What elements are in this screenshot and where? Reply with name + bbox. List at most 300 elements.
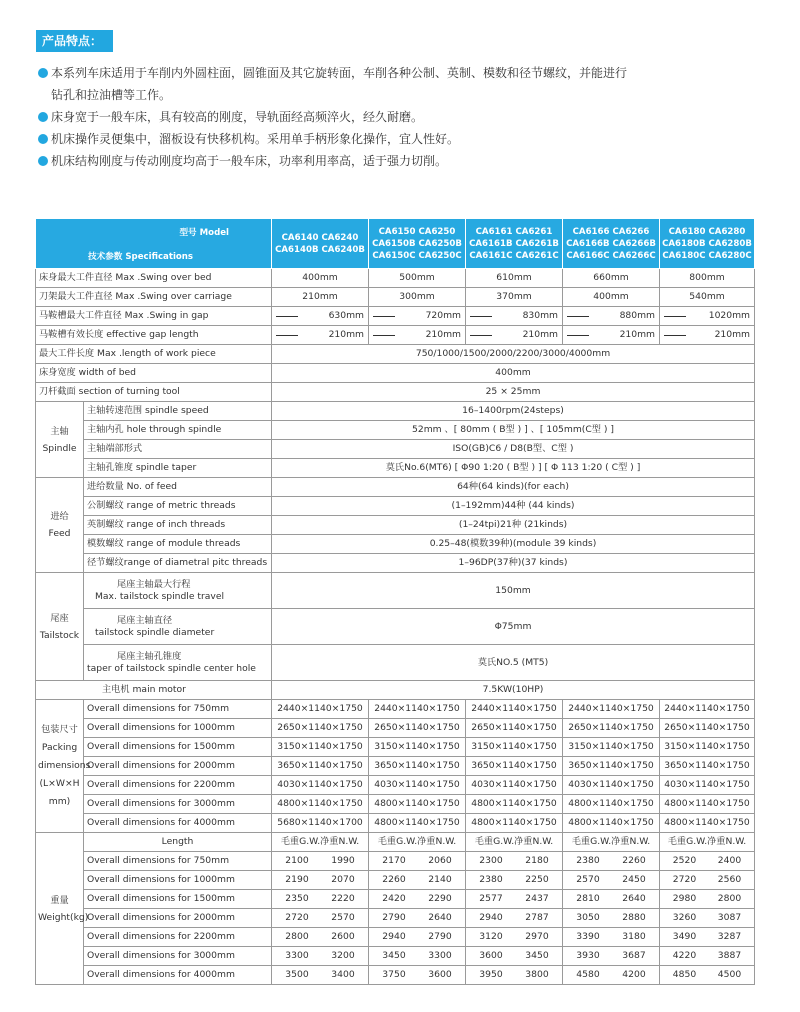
dash-line (470, 316, 492, 317)
value-cell (563, 871, 660, 890)
model-header (466, 219, 563, 269)
value-cell (660, 307, 755, 326)
row-label: 刀架最大工件直径 Max .Swing over carriage (36, 288, 272, 307)
packing-group-label: 包装尺寸 Packing dimensions (L×W×H mm) (36, 700, 84, 833)
cell-line (371, 913, 463, 923)
dash-line (664, 316, 686, 317)
gross-weight: 3750 (382, 969, 406, 980)
value-cell: 2440×1140×1750 (272, 700, 369, 719)
value-cell: 1–96DP(37种)(37 kinds) (272, 554, 755, 573)
model-name: CA6166B CA6266B (566, 238, 656, 249)
value-cell (272, 326, 369, 345)
value-cell: 2440×1140×1750 (466, 700, 563, 719)
cell-line (371, 970, 463, 980)
table-row (36, 833, 755, 852)
cell-line (565, 311, 657, 321)
length-header: Length (84, 833, 272, 852)
value-cell (563, 966, 660, 985)
cell-line (662, 330, 752, 340)
value-cell: 16–1400rpm(24steps) (272, 402, 755, 421)
features-title: 产品特点： (36, 30, 113, 52)
value-cell (369, 966, 466, 985)
gross-weight: 3450 (382, 950, 406, 961)
cell-line (87, 651, 269, 663)
gw-nw-header: 毛重G.W.净重N.W. (369, 833, 466, 852)
spindle-group-label: 主轴 Spindle (36, 402, 84, 478)
row-label: 主轴转速范围 spindle speed (84, 402, 272, 421)
feature-text: 机床操作灵便集中，溜板设有快移机构。采用单手柄形象化操作，宜人性好。 (51, 132, 460, 146)
value-cell (660, 871, 755, 890)
net-weight: 2220 (331, 893, 355, 904)
value-cell: 2650×1140×1750 (272, 719, 369, 738)
value-text: 1020mm (708, 310, 750, 321)
table-row (36, 890, 755, 909)
cell-line (565, 875, 657, 885)
row-label: 最大工件长度 Max .length of work piece (36, 345, 272, 364)
row-label: Overall dimensions for 750mm (84, 852, 272, 871)
table-row (36, 738, 755, 757)
value-cell (272, 928, 369, 947)
row-label: Overall dimensions for 3000mm (84, 947, 272, 966)
value-cell: 800mm (660, 269, 755, 288)
cell-line (565, 970, 657, 980)
table-row (36, 909, 755, 928)
value-cell (660, 852, 755, 871)
value-text: 210mm (425, 329, 461, 340)
table-row (36, 645, 755, 681)
gross-weight: 3600 (479, 950, 503, 961)
cell-line (371, 226, 463, 238)
value-cell: 7.5KW(10HP) (272, 681, 755, 700)
cell-line (662, 250, 752, 262)
gross-weight: 2940 (479, 912, 503, 923)
value-cell: 500mm (369, 269, 466, 288)
model-name: CA6150 CA6250 (378, 226, 456, 237)
value-cell (660, 947, 755, 966)
value-cell: 2650×1140×1750 (563, 719, 660, 738)
net-weight: 2070 (331, 874, 355, 885)
value-cell (369, 871, 466, 890)
row-label: 主轴孔锥度 spindle taper (84, 459, 272, 478)
net-weight: 3450 (525, 950, 549, 961)
cell-line (468, 856, 560, 866)
value-cell: 4800×1140×1750 (660, 795, 755, 814)
model-name: CA6180B CA6280B (662, 238, 752, 249)
cell-line (662, 894, 752, 904)
value-cell (369, 852, 466, 871)
cell-line (371, 951, 463, 961)
net-weight: 2180 (525, 855, 549, 866)
value-cell: 3650×1140×1750 (466, 757, 563, 776)
value-cell (272, 947, 369, 966)
value-cell: 3150×1140×1750 (272, 738, 369, 757)
value-cell (660, 326, 755, 345)
model-name: CA6150B CA6250B (372, 238, 462, 249)
feature-text: 床身宽于一般车床，具有较高的刚度，导轨面经高频淬火，经久耐磨。 (51, 110, 424, 124)
value-cell: 400mm (563, 288, 660, 307)
table-row (36, 966, 755, 985)
cell-line (371, 856, 463, 866)
value-cell: 4030×1140×1750 (563, 776, 660, 795)
row-label: 进给数量 No. of feed (84, 478, 272, 497)
value-cell (563, 928, 660, 947)
net-weight: 2400 (717, 855, 742, 866)
cell-line (662, 951, 752, 961)
cell-line (274, 232, 366, 244)
row-label: 径节螺纹range of diametral pitc threads (84, 554, 272, 573)
gross-weight: 3500 (285, 969, 309, 980)
gross-weight: 2380 (576, 855, 600, 866)
table-row (36, 307, 755, 326)
value-cell (466, 871, 563, 890)
cell-line (565, 250, 657, 262)
value-cell: 莫氏NO.5 (MT5) (272, 645, 755, 681)
cell-line (468, 238, 560, 250)
net-weight: 2600 (331, 931, 355, 942)
gross-weight: 3930 (576, 950, 600, 961)
net-weight: 2880 (622, 912, 646, 923)
gross-weight: 3490 (672, 931, 697, 942)
cell-line (662, 970, 752, 980)
gw-nw-header: 毛重G.W.净重N.W. (563, 833, 660, 852)
model-name: CA6150C CA6250C (372, 250, 462, 261)
model-name: CA6161B CA6261B (469, 238, 559, 249)
value-cell: 540mm (660, 288, 755, 307)
model-name: CA6166C CA6266C (566, 250, 656, 261)
cell-line (274, 330, 366, 340)
table-row (36, 681, 755, 700)
value-cell (563, 326, 660, 345)
value-text: 720mm (425, 310, 461, 321)
tailstock-group-label: 尾座 Tailstock (36, 573, 84, 681)
value-cell: 750/1000/1500/2000/2200/3000/4000mm (272, 345, 755, 364)
cell-line (468, 970, 560, 980)
row-label (84, 609, 272, 645)
gross-weight: 2810 (576, 893, 600, 904)
net-weight: 4200 (622, 969, 646, 980)
value-cell: 0.25–48(模数39种)(module 39 kinds) (272, 535, 755, 554)
table-row (36, 700, 755, 719)
table-row (36, 269, 755, 288)
model-label: 型号 Model (179, 227, 229, 238)
value-cell (369, 928, 466, 947)
net-weight: 3887 (717, 950, 742, 961)
model-header (563, 219, 660, 269)
cell-line (468, 932, 560, 942)
gw-nw-header: 毛重G.W.净重N.W. (660, 833, 755, 852)
value-cell: 4800×1140×1750 (466, 814, 563, 833)
gross-weight: 2790 (382, 912, 406, 923)
net-weight: 3600 (428, 969, 452, 980)
net-weight: 2640 (622, 893, 646, 904)
gross-weight: 3120 (479, 931, 503, 942)
gross-weight: 3390 (576, 931, 600, 942)
row-label-en: Max. tailstock spindle travel (95, 590, 225, 602)
value-cell (466, 928, 563, 947)
net-weight: 2970 (525, 931, 549, 942)
value-cell: 3150×1140×1750 (563, 738, 660, 757)
net-weight: 2060 (428, 855, 452, 866)
value-text: 210mm (328, 329, 364, 340)
gross-weight: 3950 (479, 969, 503, 980)
dash-line (567, 316, 589, 317)
gross-weight: 2800 (285, 931, 309, 942)
cell-line (662, 226, 752, 238)
cell-line (87, 627, 269, 639)
value-cell: 莫氏No.6(MT6) [ Φ90 1:20 ( B型 ) ] [ Φ 113 1:20 ( C型 ) ] (272, 459, 755, 478)
cell-line (565, 932, 657, 942)
table-row (36, 947, 755, 966)
value-cell (466, 326, 563, 345)
value-cell: 660mm (563, 269, 660, 288)
value-cell (563, 307, 660, 326)
table-row (36, 402, 755, 421)
row-label: Overall dimensions for 2000mm (84, 757, 272, 776)
cell-line (468, 330, 560, 340)
cell-line (468, 226, 560, 238)
value-cell: ISO(GB)C6 / D8(B型、C型 ) (272, 440, 755, 459)
value-cell: 2440×1140×1750 (563, 700, 660, 719)
net-weight: 2290 (428, 893, 452, 904)
cell-line (38, 227, 269, 239)
row-label-cn: 尾座主轴孔锥度 (117, 650, 182, 662)
value-cell (272, 909, 369, 928)
cell-line (468, 250, 560, 262)
value-cell (272, 890, 369, 909)
value-cell: 370mm (466, 288, 563, 307)
table-row (36, 440, 755, 459)
value-cell: 3150×1140×1750 (369, 738, 466, 757)
feature-text: 机床结构刚度与传动刚度均高于一般车床，功率利用率高，适于强力切削。 (51, 154, 448, 168)
bullet-icon (38, 112, 48, 122)
row-label: Overall dimensions for 1500mm (84, 738, 272, 757)
cell-line (662, 238, 752, 250)
row-label (84, 645, 272, 681)
value-cell: 4800×1140×1750 (466, 795, 563, 814)
net-weight: 2437 (525, 893, 549, 904)
dash-line (373, 335, 395, 336)
cell-line (274, 951, 366, 961)
cell-line (565, 894, 657, 904)
row-label: 马鞍槽最大工件直径 Max .Swing in gap (36, 307, 272, 326)
value-cell: 610mm (466, 269, 563, 288)
net-weight: 2787 (525, 912, 549, 923)
table-row (36, 364, 755, 383)
value-cell: 3650×1140×1750 (272, 757, 369, 776)
model-name: CA6140 CA6240 (281, 232, 359, 243)
value-cell (563, 852, 660, 871)
cell-line (87, 579, 269, 591)
value-cell (272, 307, 369, 326)
gross-weight: 2380 (479, 874, 503, 885)
value-cell: 4030×1140×1750 (660, 776, 755, 795)
table-row (36, 459, 755, 478)
row-label: Overall dimensions for 1000mm (84, 719, 272, 738)
gross-weight: 2577 (479, 893, 503, 904)
dash-line (276, 335, 298, 336)
value-cell: 400mm (272, 364, 755, 383)
cell-line (87, 591, 269, 603)
value-cell (660, 966, 755, 985)
net-weight: 2250 (525, 874, 549, 885)
feature-item-2 (38, 106, 748, 128)
gross-weight: 2940 (382, 931, 406, 942)
value-cell: 150mm (272, 573, 755, 609)
model-name: CA6161 CA6261 (475, 226, 553, 237)
net-weight: 3800 (525, 969, 549, 980)
feature-text: 本系列车床适用于车削内外圆柱面，圆锥面及其它旋转面，车削各种公制、英制、模数和径节螺纹，并能进行 (51, 66, 628, 80)
table-row (36, 852, 755, 871)
cell-line (662, 856, 752, 866)
value-cell (369, 947, 466, 966)
value-cell: 4800×1140×1750 (563, 795, 660, 814)
cell-line (371, 932, 463, 942)
value-text: 880mm (619, 310, 655, 321)
value-cell: 210mm (272, 288, 369, 307)
cell-line (565, 951, 657, 961)
table-row (36, 776, 755, 795)
net-weight: 4500 (717, 969, 742, 980)
net-weight: 3400 (331, 969, 355, 980)
model-header (272, 219, 369, 269)
cell-line (371, 250, 463, 262)
table-row (36, 928, 755, 947)
model-header (660, 219, 755, 269)
row-label: Overall dimensions for 4000mm (84, 966, 272, 985)
gw-nw-header: 毛重G.W.净重N.W. (272, 833, 369, 852)
value-text: 210mm (619, 329, 655, 340)
dash-line (276, 316, 298, 317)
gross-weight: 2350 (285, 893, 309, 904)
value-cell (369, 890, 466, 909)
net-weight: 2640 (428, 912, 452, 923)
gross-weight: 2300 (479, 855, 503, 866)
cell-line (565, 856, 657, 866)
value-cell (369, 307, 466, 326)
value-cell: 2650×1140×1750 (660, 719, 755, 738)
net-weight: 2140 (428, 874, 452, 885)
net-weight: 3687 (622, 950, 646, 961)
value-cell: 2440×1140×1750 (660, 700, 755, 719)
cell-line (468, 875, 560, 885)
row-label: Overall dimensions for 1500mm (84, 890, 272, 909)
row-label: 床身宽度 width of bed (36, 364, 272, 383)
table-row (36, 871, 755, 890)
value-cell: 400mm (272, 269, 369, 288)
value-cell: 4030×1140×1750 (466, 776, 563, 795)
table-row (36, 795, 755, 814)
header-row (36, 219, 755, 269)
value-cell: 4030×1140×1750 (272, 776, 369, 795)
cell-line (565, 226, 657, 238)
value-cell (466, 909, 563, 928)
row-label-en: tailstock spindle diameter (95, 626, 215, 638)
dash-line (373, 316, 395, 317)
value-cell (466, 947, 563, 966)
spec-label: 技术参数 Specifications (88, 251, 194, 262)
cell-line (274, 913, 366, 923)
bullet-icon (38, 134, 48, 144)
cell-line (371, 311, 463, 321)
value-cell: 4030×1140×1750 (369, 776, 466, 795)
value-cell (466, 890, 563, 909)
gross-weight: 2570 (576, 874, 600, 885)
value-cell (272, 871, 369, 890)
value-cell (466, 307, 563, 326)
value-cell: 3150×1140×1750 (466, 738, 563, 757)
row-label: 主电机 main motor (36, 681, 272, 700)
value-cell: (1–24tpi)21种 (21kinds) (272, 516, 755, 535)
model-name: CA6180 CA6280 (668, 226, 746, 237)
gross-weight: 2100 (285, 855, 309, 866)
cell-line (371, 238, 463, 250)
value-cell: 2650×1140×1750 (369, 719, 466, 738)
cell-line (371, 330, 463, 340)
row-label: 主轴内孔 hole through spindle (84, 421, 272, 440)
net-weight: 3180 (622, 931, 646, 942)
gross-weight: 2190 (285, 874, 309, 885)
cell-line (38, 251, 269, 263)
row-label-cn: 尾座主轴直径 (117, 614, 173, 626)
table-row (36, 497, 755, 516)
dash-line (664, 335, 686, 336)
cell-line (87, 615, 269, 627)
cell-line (468, 311, 560, 321)
value-cell: 64种(64 kinds)(for each) (272, 478, 755, 497)
cell-line (274, 894, 366, 904)
value-text: 830mm (522, 310, 558, 321)
gross-weight: 2170 (382, 855, 406, 866)
spec-table (35, 218, 755, 985)
net-weight: 2260 (622, 855, 646, 866)
value-cell (466, 966, 563, 985)
cell-line (274, 244, 366, 256)
cell-line (468, 951, 560, 961)
cell-line (371, 875, 463, 885)
row-label: Overall dimensions for 2200mm (84, 928, 272, 947)
value-cell: 3650×1140×1750 (660, 757, 755, 776)
value-cell (563, 947, 660, 966)
net-weight: 1990 (331, 855, 355, 866)
table-row (36, 609, 755, 645)
value-cell: 4800×1140×1750 (369, 814, 466, 833)
net-weight: 2800 (717, 893, 742, 904)
model-name: CA6166 CA6266 (572, 226, 650, 237)
cell-line (565, 330, 657, 340)
row-label: 公制螺纹 range of metric threads (84, 497, 272, 516)
row-label-en: taper of tailstock spindle center hole (87, 662, 256, 674)
value-cell: 5680×1140×1700 (272, 814, 369, 833)
cell-line (662, 932, 752, 942)
row-label: Overall dimensions for 2200mm (84, 776, 272, 795)
row-label: 英制螺纹 range of inch threads (84, 516, 272, 535)
feature-item-4 (38, 150, 748, 172)
feed-group-label: 进给 Feed (36, 478, 84, 573)
value-cell: 300mm (369, 288, 466, 307)
value-cell: 3650×1140×1750 (369, 757, 466, 776)
cell-line (565, 913, 657, 923)
value-cell: 25 × 25mm (272, 383, 755, 402)
value-cell: 2440×1140×1750 (369, 700, 466, 719)
row-label: 刀杆截面 section of turning tool (36, 383, 272, 402)
row-label: Overall dimensions for 3000mm (84, 795, 272, 814)
model-header (369, 219, 466, 269)
value-cell: 2650×1140×1750 (466, 719, 563, 738)
row-label (84, 573, 272, 609)
table-row (36, 478, 755, 497)
value-cell: 4800×1140×1750 (660, 814, 755, 833)
weight-group-label: 重量 Weight(kg) (36, 833, 84, 985)
